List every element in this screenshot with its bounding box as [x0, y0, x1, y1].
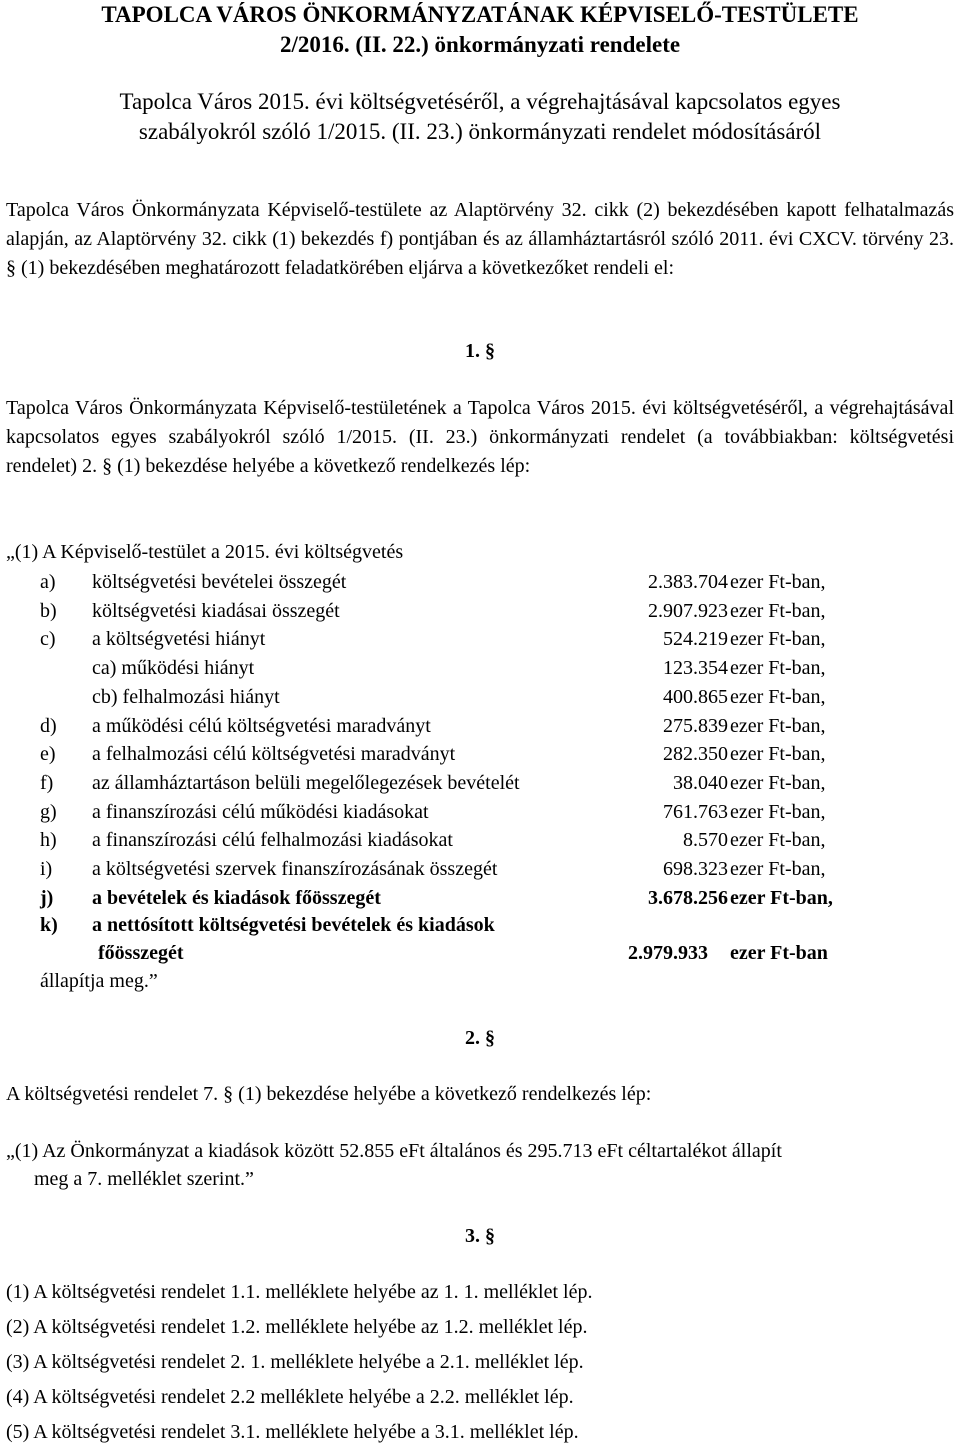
budget-item-text: a finanszírozási célú felhalmozási kiadásokat [92, 829, 453, 852]
budget-item-amount: 2.907.923 [648, 599, 728, 622]
budget-item-k-amount: 2.979.933 [628, 942, 708, 964]
budget-item-text: a költségvetési hiányt [92, 628, 266, 651]
budget-item-text: cb) felhalmozási hiányt [92, 685, 280, 708]
budget-item-amount: 8.570 [683, 829, 728, 852]
budget-item-row [0, 712, 940, 741]
section-3-item-4: (4) A költségvetési rendelet 2.2 melléklete helyébe a 2.2. melléklet lép. [6, 1386, 574, 1408]
budget-item-amount: 3.678.256 [648, 886, 728, 909]
budget-item-amount: 275.839 [663, 714, 728, 737]
document-subtitle-line2: szabályokról szóló 1/2015. (II. 23.) önkormányzati rendelet módosításáról [138, 119, 822, 144]
document-subtitle-line1: Tapolca Város 2015. évi költségvetéséről, a végrehajtásával kapcsolatos egyes [119, 89, 841, 114]
section-3-item-2: (2) A költségvetési rendelet 1.2. melléklete helyébe az 1.2. melléklet lép. [6, 1316, 588, 1338]
budget-item-unit: ezer Ft-ban, [730, 571, 826, 593]
section-2-heading: 2. § [465, 1027, 495, 1049]
budget-item-amount: 698.323 [663, 858, 728, 880]
budget-item-k-text-line1: a nettósított költségvetési bevételek és kiadások [92, 914, 495, 936]
budget-item-unit: ezer Ft-ban, [730, 657, 826, 680]
budget-item-letter: d) [40, 714, 57, 737]
section-1-closing: állapítja meg.” [40, 970, 158, 992]
section-3-item-3: (3) A költségvetési rendelet 2. 1. melléklete helyébe a 2.1. melléklet lép. [6, 1351, 584, 1373]
budget-item-text: a költségvetési szervek finanszírozásának összegét [92, 858, 498, 880]
budget-item-row [0, 884, 940, 913]
budget-item-amount: 38.040 [673, 771, 728, 794]
budget-item-unit: ezer Ft-ban, [730, 800, 826, 823]
section-2-quote-line2: meg a 7. melléklet szerint.” [34, 1168, 254, 1190]
budget-item-amount: 282.350 [663, 743, 728, 766]
budget-item-letter: g) [40, 800, 57, 823]
section-1-heading: 1. § [465, 340, 495, 362]
budget-item-row [0, 855, 940, 884]
section-2-quote-line1: „(1) Az Önkormányzat a kiadások között 52.855 eFt általános és 295.713 eFt céltartalékot állapít [6, 1140, 782, 1162]
budget-item-row [0, 769, 940, 798]
budget-item-letter: b) [40, 599, 57, 622]
budget-item-text: a bevételek és kiadások főösszegét [92, 886, 381, 909]
budget-item-unit: ezer Ft-ban, [730, 829, 826, 852]
budget-item-row [0, 798, 940, 827]
budget-item-letter: a) [40, 571, 56, 593]
section-1-intro: „(1) A Képviselő-testület a 2015. évi költségvetés [6, 541, 404, 563]
budget-item-text: az államháztartáson belüli megelőlegezések bevételét [92, 771, 520, 794]
budget-item-letter: i) [40, 858, 53, 880]
budget-item-unit: ezer Ft-ban, [730, 886, 833, 909]
budget-item-k [0, 911, 940, 940]
budget-item-row [0, 826, 940, 855]
budget-item-unit: ezer Ft-ban, [730, 771, 826, 794]
budget-item-letter: c) [40, 628, 56, 651]
budget-item-row [0, 654, 940, 683]
budget-item-amount: 761.763 [663, 800, 728, 823]
budget-item-k-text-line2: főösszegét [98, 942, 184, 964]
budget-item-k-continued [0, 939, 940, 968]
section-3-item-5: (5) A költségvetési rendelet 3.1. melléklete helyébe a 3.1. melléklet lép. [6, 1421, 579, 1443]
budget-item-text: költségvetési bevételei összegét [92, 571, 347, 593]
budget-item-unit: ezer Ft-ban, [730, 714, 826, 737]
section-3-heading: 3. § [465, 1225, 495, 1247]
budget-item-letter: e) [40, 743, 56, 766]
budget-item-row [0, 597, 940, 626]
section-3-item-1: (1) A költségvetési rendelet 1.1. melléklete helyébe az 1. 1. melléklet lép. [6, 1281, 593, 1303]
document-title-line1: TAPOLCA VÁROS ÖNKORMÁNYZATÁNAK KÉPVISELŐ-TESTÜLETE [101, 2, 859, 27]
budget-item-text: a működési célú költségvetési maradványt [92, 714, 431, 737]
budget-item-row [0, 568, 940, 597]
budget-item-unit: ezer Ft-ban, [730, 743, 826, 766]
budget-item-unit: ezer Ft-ban, [730, 628, 826, 651]
budget-item-row [0, 683, 940, 712]
budget-item-unit: ezer Ft-ban, [730, 685, 826, 708]
budget-item-row [0, 625, 940, 654]
budget-item-unit: ezer Ft-ban, [730, 858, 826, 880]
budget-item-row [0, 740, 940, 769]
budget-item-text: a felhalmozási célú költségvetési maradványt [92, 743, 456, 766]
budget-item-text: ca) működési hiányt [92, 657, 255, 680]
budget-item-k-letter: k) [40, 914, 58, 936]
preamble-paragraph: Tapolca Város Önkormányzata Képviselő-testülete az Alaptörvény 32. cikk (2) bekezdésében kapott felhatalmazás alapján, az Alaptörvény 32. cikk (1) bekezdés f) pontjában és az államháztartásról szóló 2011. évi CXCV. törvény 23. § (1) bekezdésében meghatározott feladatkörében eljárva a következőket rendeli el: [6, 199, 954, 279]
document-title-line2: 2/2016. (II. 22.) önkormányzati rendelete [279, 32, 681, 57]
budget-item-letter: j) [40, 886, 54, 909]
budget-item-text: a finanszírozási célú működési kiadásokat [92, 800, 429, 823]
budget-item-letter: h) [40, 829, 57, 852]
budget-item-amount: 400.865 [663, 685, 728, 708]
section-2-paragraph: A költségvetési rendelet 7. § (1) bekezdése helyébe a következő rendelkezés lép: [6, 1083, 652, 1105]
budget-item-amount: 2.383.704 [648, 571, 728, 593]
budget-item-amount: 123.354 [663, 657, 728, 680]
section-1-paragraph: Tapolca Város Önkormányzata Képviselő-testületének a Tapolca Város 2015. évi költségvetéséről, a végrehajtásával kapcsolatos egyes szabályokról szóló 1/2015. (II. 23.) önkormányzati rendelet (a továbbiakban: költségvetési rendelet) 2. § (1) bekezdése helyébe a következő rendelkezés lép: [6, 397, 954, 477]
budget-item-k-unit: ezer Ft-ban [730, 942, 828, 964]
budget-item-unit: ezer Ft-ban, [730, 599, 826, 622]
budget-item-letter: f) [40, 771, 54, 794]
budget-item-amount: 524.219 [663, 628, 728, 651]
budget-item-text: költségvetési kiadásai összegét [92, 599, 340, 622]
